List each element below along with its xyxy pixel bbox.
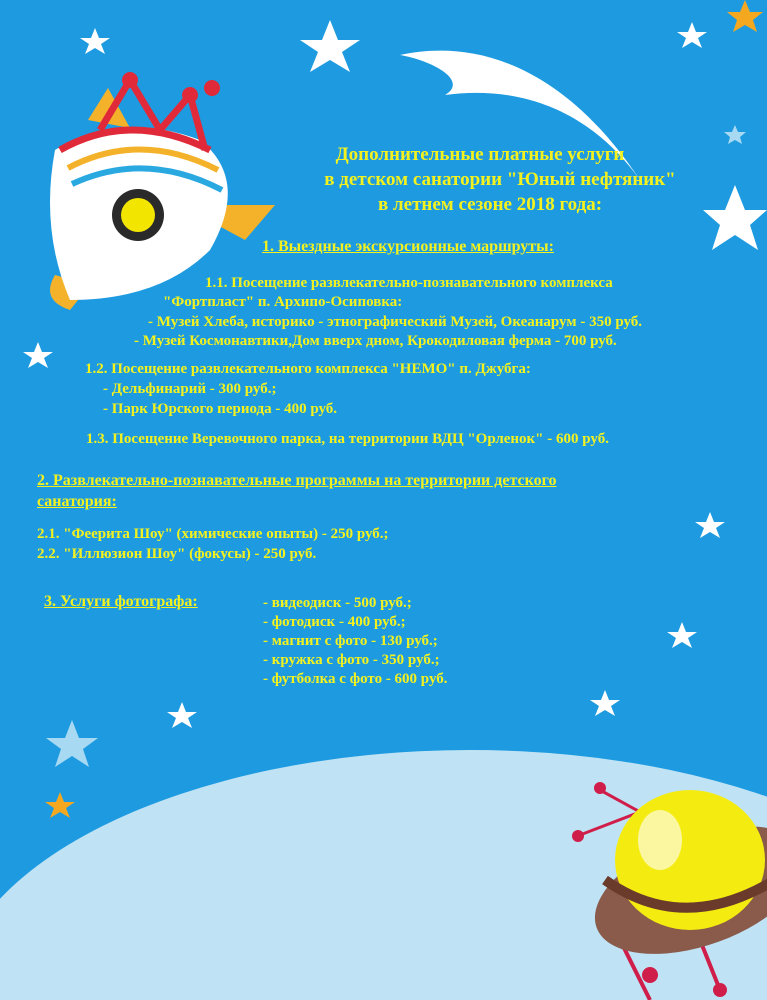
section-1-1-sub-2: - Музей Космонавтики,Дом вверх дном, Крокодиловая ферма - 700 руб. [134,333,617,349]
photo-services-list [263,594,448,689]
list-item: - магнит с фото - 130 руб.; [263,633,438,649]
title-line-2: в детском санатории "Юный нефтяник" [324,169,676,190]
section-1-heading: 1. Выездные экскурсионные маршруты: [262,238,554,255]
title-line-3: в летнем сезоне 2018 года: [377,194,603,215]
section-2-heading-line-2: санатория: [37,493,117,510]
section-1-3-line-1: 1.3. Посещение Веревочного парка, на территории ВДЦ "Орленок" - 600 руб. [86,431,609,447]
list-item: - фотодиск - 400 руб.; [263,614,406,630]
section-2-heading-line-1: 2. Развлекательно-познавательные программы на территории детского [37,472,557,489]
title-line-1: Дополнительные платные услуги [335,144,625,165]
section-1-2-sub-2: - Парк Юрского периода - 400 руб. [103,401,338,417]
section-2-item-2: 2.2. "Иллюзион Шоу" (фокусы) - 250 руб. [37,546,317,562]
list-item: - футболка с фото - 600 руб. [263,671,448,687]
section-3-heading: 3. Услуги фотографа: [44,593,198,610]
section-1-2-line-1: 1.2. Посещение развлекательного комплекса "НЕМО" п. Джубга: [85,361,531,377]
section-1-2-sub-1: - Дельфинарий - 300 руб.; [103,381,277,397]
list-item: - кружка с фото - 350 руб.; [263,652,440,668]
list-item: - видеодиск - 500 руб.; [263,595,412,611]
section-1-1-line-1: 1.1. Посещение развлекательно-познавательного комплекса [205,275,613,291]
section-1-1-sub-1: - Музей Хлеба, историко - этнографический Музей, Океанарум - 350 руб. [148,314,643,330]
section-2-item-1: 2.1. "Феерита Шоу" (химические опыты) - 250 руб.; [37,526,389,542]
section-1-1-line-2: "Фортпласт" п. Архипо-Осиповка: [163,294,403,310]
